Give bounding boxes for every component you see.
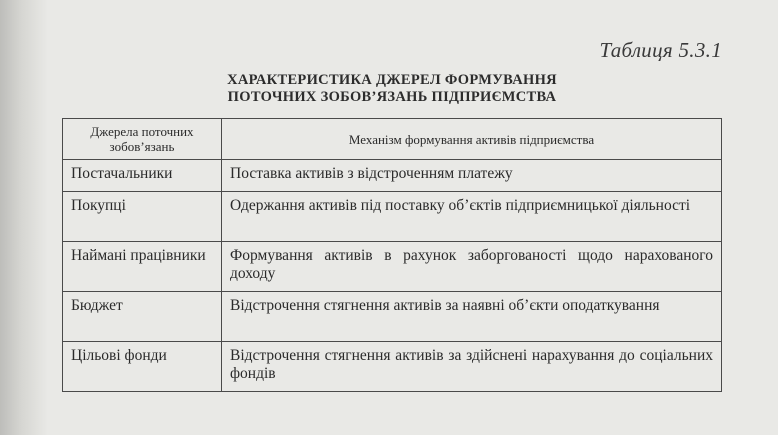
source-cell: Цільові фонди: [63, 342, 222, 392]
header-sources: Джерела поточних зобов’язань: [63, 119, 222, 160]
mechanism-cell: Поставка активів з відстроченням платежу: [222, 160, 722, 192]
source-cell: Наймані працівники: [63, 242, 222, 292]
source-cell: Покупці: [63, 192, 222, 242]
table-row: [63, 242, 722, 292]
table-number-caption: Таблиця 5.3.1: [599, 38, 722, 62]
mechanism-cell: Формування активів в рахунок заборгованості щодо нарахованого доходу: [222, 242, 722, 292]
table-title-line-1: ХАРАКТЕРИСТИКА ДЖЕРЕЛ ФОРМУВАННЯ: [227, 72, 557, 88]
mechanism-cell: Одержання активів під поставку об’єктів підприємницької діяльності: [222, 192, 722, 242]
table-header-row: [63, 119, 722, 160]
table-row: [63, 292, 722, 342]
header-mechanism: Механізм формування активів підприємства: [222, 119, 722, 160]
source-cell: Бюджет: [63, 292, 222, 342]
mechanism-cell: Відстрочення стягнення активів за наявні об’єкти оподаткування: [222, 292, 722, 342]
table-title-line-2: ПОТОЧНИХ ЗОБОВ’ЯЗАНЬ ПІДПРИЄМСТВА: [227, 89, 557, 105]
table-row: [63, 192, 722, 242]
mechanism-cell: Відстрочення стягнення активів за здійснені нарахування до соціальних фондів: [222, 342, 722, 392]
table-title: [62, 72, 722, 106]
table-row: [63, 342, 722, 392]
liabilities-sources-table: [62, 118, 722, 392]
table-row: [63, 160, 722, 192]
source-cell: Постачальники: [63, 160, 222, 192]
page-edge-shadow: [0, 0, 48, 435]
